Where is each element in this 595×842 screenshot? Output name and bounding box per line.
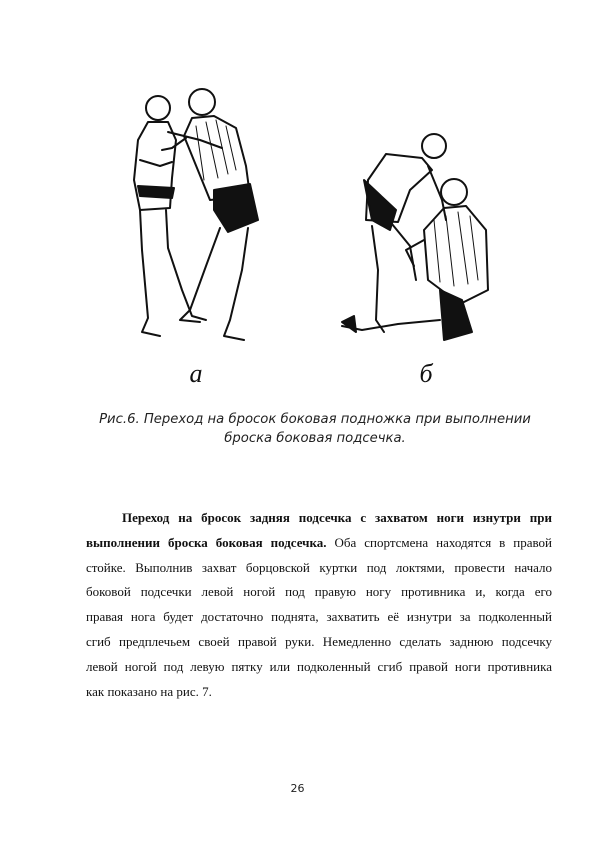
figure-b-foot	[342, 316, 356, 332]
paragraph-line-2	[86, 531, 552, 556]
figure-b-jacket-stripes	[434, 212, 478, 286]
figure-label-b: б	[419, 359, 433, 388]
paragraph-line-5: правая нога будет достаточно поднята, захватить её изнутри за подколенный	[86, 609, 552, 625]
figure-a-right-head	[189, 89, 215, 115]
wrestling-illustration	[110, 70, 510, 400]
figure-b-standing-head	[422, 134, 446, 158]
paragraph-line-6: сгиб предплечьем своей правой руки. Немедленно сделать заднюю подсечку	[86, 633, 552, 649]
figure-a-left-leg1	[140, 210, 160, 336]
paragraph-bold-heading-2: выполнении броска боковая подсечка.	[86, 534, 327, 550]
paragraph-line-3: стойке. Выполнив захват борцовской куртки под локтями, провести начало	[86, 559, 552, 575]
figure-b-standing-shorts	[364, 180, 396, 230]
figure-a-left-arm2	[140, 160, 172, 166]
figure-b-sitting-shorts	[440, 290, 472, 340]
figure-b-sitting-head	[441, 179, 467, 205]
illustration-svg	[110, 70, 510, 400]
figure-b	[342, 134, 488, 340]
page-number: 26	[290, 782, 305, 795]
figure-a-right-leg1	[180, 228, 220, 322]
figure-a	[134, 89, 258, 340]
figure-b-standing-leg1	[372, 226, 384, 332]
paragraph-line-4: боковой подсечки левой ногой под правую ногу противника и, когда его	[86, 584, 552, 600]
caption-line-1: Рис.6. Переход на бросок боковая подножка при выполнении	[99, 412, 531, 427]
paragraph-line-7: левой ногой под левую пятку или подколенный сгиб правой ноги противника	[86, 658, 552, 674]
figure-b-sitting-leg	[342, 320, 440, 330]
figure-b-standing-leg2	[392, 224, 416, 280]
figure-label-a: а	[189, 359, 203, 388]
figure-a-right-shorts	[214, 184, 258, 232]
paragraph-line-2-text: Оба спортсмена находятся в правой	[326, 534, 552, 550]
figure-a-right-leg2	[224, 228, 248, 340]
figure-a-right-jacket-stripes	[196, 120, 236, 180]
body-paragraph	[86, 506, 552, 704]
figure-a-left-leg2	[166, 210, 206, 320]
figure-a-left-head	[146, 96, 170, 120]
figure-b-standing-arm	[428, 166, 446, 220]
paragraph-bold-heading-1: Переход на бросок задняя подсечка с захватом ноги изнутри при	[122, 510, 552, 525]
caption-line-2: броска боковая подсечка.	[224, 431, 406, 446]
figure-a-right-arm	[162, 138, 186, 150]
paragraph-line-1	[86, 506, 552, 531]
paragraph-line-8: как показано на рис. 7.	[86, 683, 212, 699]
figure-caption	[80, 410, 550, 448]
figure-a-left-belt	[138, 186, 174, 198]
